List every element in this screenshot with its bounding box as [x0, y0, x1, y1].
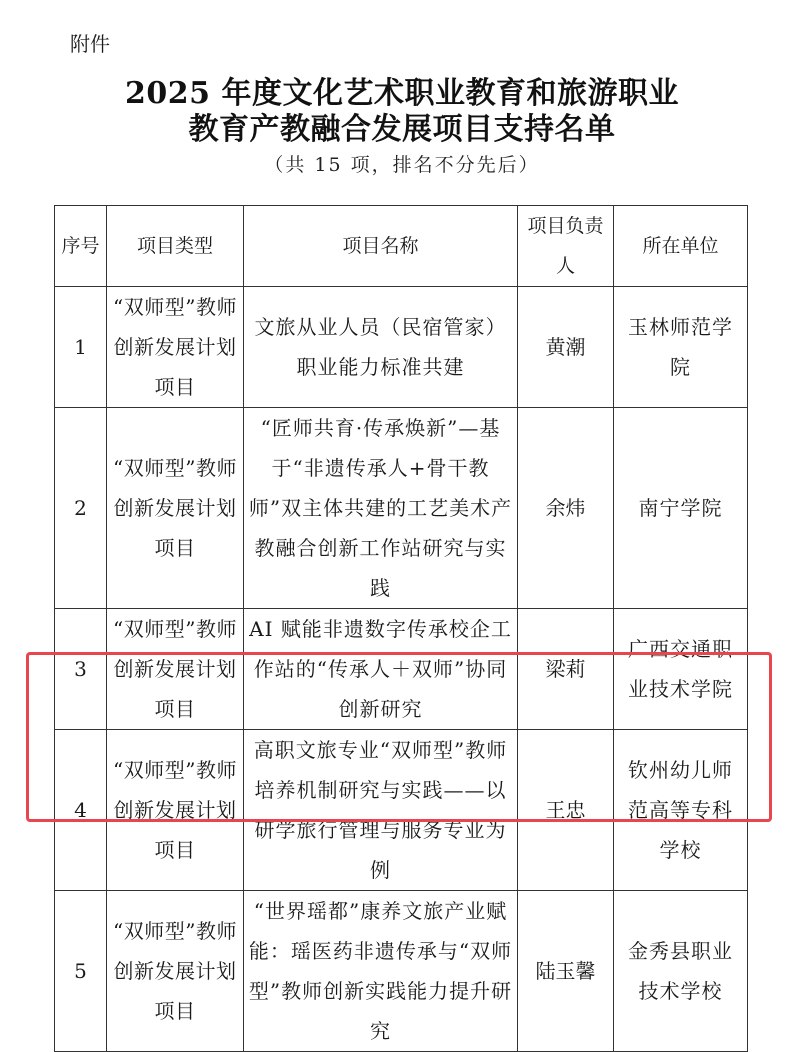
- row-no: 5: [55, 891, 107, 1052]
- header-unit: 所在单位: [614, 206, 748, 287]
- row-type: “双师型”教师创新发展计划项目: [107, 408, 244, 609]
- page-title-line-1: 2025 年度文化艺术职业教育和旅游职业: [125, 76, 679, 111]
- table-row: [55, 287, 748, 408]
- row-leader: 黄潮: [518, 287, 614, 408]
- row-unit: 玉林师范学院: [614, 287, 748, 408]
- row-no: 4: [55, 730, 107, 891]
- row-name: “匠师共育·传承焕新”—基于“非遗传承人+骨干教师”双主体共建的工艺美术产教融合创新工作站研究与实践: [244, 408, 518, 609]
- row-unit: 南宁学院: [614, 408, 748, 609]
- header-type: 项目类型: [107, 206, 244, 287]
- page-title-line-2: 教育产教融合发展项目支持名单: [188, 112, 616, 147]
- row-name: AI 赋能非遗数字传承校企工作站的“传承人＋双师”协同创新研究: [244, 609, 518, 730]
- row-unit: 钦州幼儿师范高等专科学校: [614, 730, 748, 891]
- row-leader: 王忠: [518, 730, 614, 891]
- row-leader: 余炜: [518, 408, 614, 609]
- row-type: “双师型”教师创新发展计划项目: [107, 730, 244, 891]
- row-leader: 陆玉馨: [518, 891, 614, 1052]
- attachment-label: 附件: [70, 32, 110, 56]
- row-name: “世界瑶都”康养文旅产业赋能：瑶医药非遗传承与“双师型”教师创新实践能力提升研究: [244, 891, 518, 1052]
- header-no: 序号: [55, 206, 107, 287]
- header-leader: 项目负责人: [518, 206, 614, 287]
- table-row: [55, 609, 748, 730]
- row-type: “双师型”教师创新发展计划项目: [107, 609, 244, 730]
- table-row: [55, 408, 748, 609]
- page-subtitle: （共 15 项，排名不分先后）: [264, 154, 540, 176]
- header-name: 项目名称: [244, 206, 518, 287]
- row-no: 2: [55, 408, 107, 609]
- row-unit: 广西交通职业技术学院: [614, 609, 748, 730]
- table-header-row: [55, 206, 748, 287]
- row-type: “双师型”教师创新发展计划项目: [107, 287, 244, 408]
- project-table: [54, 205, 748, 1052]
- table-row: [55, 730, 748, 891]
- row-no: 3: [55, 609, 107, 730]
- row-name: 高职文旅专业“双师型”教师培养机制研究与实践——以研学旅行管理与服务专业为例: [244, 730, 518, 891]
- row-no: 1: [55, 287, 107, 408]
- row-type: “双师型”教师创新发展计划项目: [107, 891, 244, 1052]
- row-unit: 金秀县职业技术学校: [614, 891, 748, 1052]
- row-name: 文旅从业人员（民宿管家）职业能力标准共建: [244, 287, 518, 408]
- row-leader: 梁莉: [518, 609, 614, 730]
- table-row: [55, 891, 748, 1052]
